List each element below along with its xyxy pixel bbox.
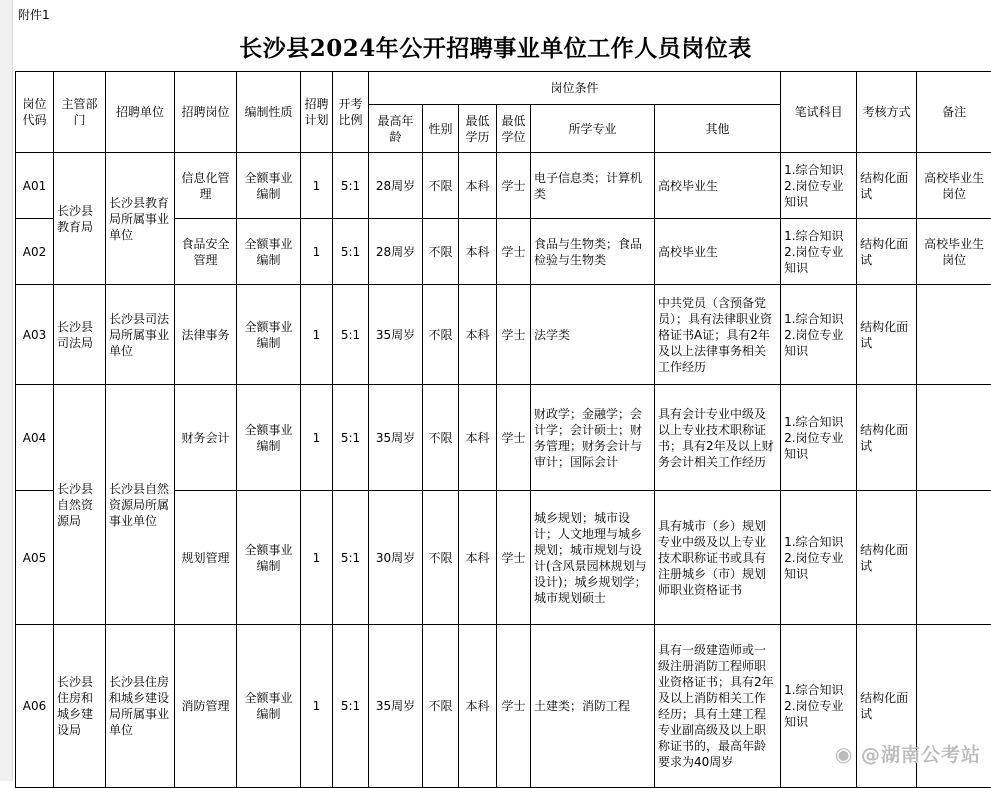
- cell-assess: 结构化面试: [857, 285, 917, 385]
- cell-age: 28周岁: [369, 219, 423, 285]
- cell-education: 本科: [459, 153, 497, 219]
- table-row: [16, 285, 991, 385]
- cell-degree: 学士: [497, 153, 531, 219]
- cell-unit: 长沙县司法局所属事业单位: [106, 285, 175, 385]
- cell-degree: 学士: [497, 285, 531, 385]
- cell-staffing: 全额事业编制: [237, 219, 301, 285]
- cell-degree: 学士: [497, 625, 531, 788]
- cell-ratio: 5:1: [333, 219, 369, 285]
- cell-code: A04: [16, 385, 54, 491]
- cell-dept: 长沙县自然资源局: [54, 385, 106, 625]
- header-staffing: 编制性质: [237, 72, 301, 153]
- cell-staffing: 全额事业编制: [237, 625, 301, 788]
- cell-unit: 长沙县住房和城乡建设局所属事业单位: [106, 625, 175, 788]
- cell-plan: 1: [301, 219, 333, 285]
- header-major: 所学专业: [531, 105, 655, 153]
- cell-dept: 长沙县司法局: [54, 285, 106, 385]
- cell-code: A01: [16, 153, 54, 219]
- cell-remark: [917, 285, 991, 385]
- cell-unit: 长沙县教育局所属事业单位: [106, 153, 175, 285]
- watermark: [835, 740, 981, 767]
- cell-assess: 结构化面试: [857, 625, 917, 788]
- header-code: 岗位代码: [16, 72, 54, 153]
- cell-education: 本科: [459, 491, 497, 625]
- cell-education: 本科: [459, 385, 497, 491]
- cell-assess: 结构化面试: [857, 385, 917, 491]
- cell-ratio: 5:1: [333, 285, 369, 385]
- cell-degree: 学士: [497, 385, 531, 491]
- cell-code: A05: [16, 491, 54, 625]
- header-post: 招聘岗位: [175, 72, 237, 153]
- left-scrollbar[interactable]: [0, 0, 13, 781]
- cell-plan: 1: [301, 285, 333, 385]
- watermark-text: @湖南公考站: [861, 744, 981, 766]
- cell-remark: [917, 491, 991, 625]
- header-gender: 性别: [423, 105, 459, 153]
- cell-degree: 学士: [497, 491, 531, 625]
- cell-plan: 1: [301, 491, 333, 625]
- cell-other: 具有会计专业中级及以上专业技术职称证书；具有2年及以上财务会计相关工作经历: [655, 385, 781, 491]
- cell-post: 财务会计: [175, 385, 237, 491]
- cell-major: 电子信息类；计算机类: [531, 153, 655, 219]
- header-ratio: 开考比例: [333, 72, 369, 153]
- header-assess: 考核方式: [857, 72, 917, 153]
- cell-exam: 1.综合知识 2.岗位专业知识: [781, 385, 857, 491]
- cell-exam: 1.综合知识 2.岗位专业知识: [781, 153, 857, 219]
- cell-age: 30周岁: [369, 491, 423, 625]
- cell-post: 消防管理: [175, 625, 237, 788]
- cell-education: 本科: [459, 625, 497, 788]
- header-remark: 备注: [917, 72, 991, 153]
- cell-age: 35周岁: [369, 385, 423, 491]
- cell-ratio: 5:1: [333, 153, 369, 219]
- cell-plan: 1: [301, 385, 333, 491]
- cell-other: 高校毕业生: [655, 219, 781, 285]
- cell-education: 本科: [459, 285, 497, 385]
- weibo-icon: ◉: [835, 742, 853, 766]
- cell-ratio: 5:1: [333, 491, 369, 625]
- cell-gender: 不限: [423, 385, 459, 491]
- attachment-label: 附件1: [18, 6, 50, 23]
- cell-code: A06: [16, 625, 54, 788]
- cell-major: 法学类: [531, 285, 655, 385]
- cell-gender: 不限: [423, 285, 459, 385]
- cell-unit: 长沙县自然资源局所属事业单位: [106, 385, 175, 625]
- cell-assess: 结构化面试: [857, 219, 917, 285]
- header-max-age: 最高年龄: [369, 105, 423, 153]
- cell-major: 城乡规划；城市设计；人文地理与城乡规划；城市规划与设计(含风景园林规划与设计)；城乡规划学；城市规划硕士: [531, 491, 655, 625]
- cell-assess: 结构化面试: [857, 153, 917, 219]
- cell-other: 中共党员（含预备党员）；具有法律职业资格证书A证；具有2年及以上法律事务相关工作经历: [655, 285, 781, 385]
- cell-code: A03: [16, 285, 54, 385]
- cell-gender: 不限: [423, 153, 459, 219]
- cell-major: 财政学；金融学；会计学；会计硕士；财务管理；财务会计与审计；国际会计: [531, 385, 655, 491]
- cell-gender: 不限: [423, 219, 459, 285]
- cell-plan: 1: [301, 625, 333, 788]
- table-row: [16, 153, 991, 219]
- cell-remark: [917, 385, 991, 491]
- cell-other: 具有一级建造师或一级注册消防工程师职业资格证书；具有2年及以上消防相关工作经历；具有土建工程专业副高级及以上职称证书的，最高年龄要求为40周岁: [655, 625, 781, 788]
- job-positions-table: [15, 71, 991, 788]
- cell-age: 28周岁: [369, 153, 423, 219]
- cell-exam: 1.综合知识 2.岗位专业知识: [781, 285, 857, 385]
- cell-age: 35周岁: [369, 625, 423, 788]
- cell-post: 规划管理: [175, 491, 237, 625]
- cell-code: A02: [16, 219, 54, 285]
- cell-dept: 长沙县教育局: [54, 153, 106, 285]
- cell-staffing: 全额事业编制: [237, 491, 301, 625]
- cell-degree: 学士: [497, 219, 531, 285]
- cell-staffing: 全额事业编制: [237, 153, 301, 219]
- header-plan: 招聘计划: [301, 72, 333, 153]
- header-conditions: 岗位条件: [369, 72, 781, 105]
- cell-post: 信息化管理: [175, 153, 237, 219]
- header-other: 其他: [655, 105, 781, 153]
- cell-education: 本科: [459, 219, 497, 285]
- cell-ratio: 5:1: [333, 385, 369, 491]
- cell-staffing: 全额事业编制: [237, 285, 301, 385]
- header-exam: 笔试科目: [781, 72, 857, 153]
- cell-plan: 1: [301, 153, 333, 219]
- cell-ratio: 5:1: [333, 625, 369, 788]
- header-unit: 招聘单位: [106, 72, 175, 153]
- cell-gender: 不限: [423, 491, 459, 625]
- cell-age: 35周岁: [369, 285, 423, 385]
- cell-assess: 结构化面试: [857, 491, 917, 625]
- document-title: 长沙县2024年公开招聘事业单位工作人员岗位表: [0, 30, 991, 63]
- header-row-top: [16, 72, 991, 105]
- cell-remark: 高校毕业生岗位: [917, 153, 991, 219]
- cell-major: 土建类；消防工程: [531, 625, 655, 788]
- cell-remark: 高校毕业生岗位: [917, 219, 991, 285]
- cell-dept: 长沙县住房和城乡建设局: [54, 625, 106, 788]
- header-dept: 主管部门: [54, 72, 106, 153]
- cell-exam: 1.综合知识 2.岗位专业知识: [781, 219, 857, 285]
- cell-exam: 1.综合知识 2.岗位专业知识: [781, 491, 857, 625]
- header-degree: 最低学位: [497, 105, 531, 153]
- cell-post: 食品安全管理: [175, 219, 237, 285]
- cell-other: 高校毕业生: [655, 153, 781, 219]
- cell-staffing: 全额事业编制: [237, 385, 301, 491]
- header-education: 最低学历: [459, 105, 497, 153]
- cell-exam: 1.综合知识 2.岗位专业知识: [781, 625, 857, 788]
- cell-gender: 不限: [423, 625, 459, 788]
- cell-post: 法律事务: [175, 285, 237, 385]
- cell-other: 具有城市（乡）规划专业中级及以上专业技术职称证书或具有注册城乡（市）规划师职业资格证书: [655, 491, 781, 625]
- cell-major: 食品与生物类；食品检验与生物类: [531, 219, 655, 285]
- table-row: [16, 385, 991, 491]
